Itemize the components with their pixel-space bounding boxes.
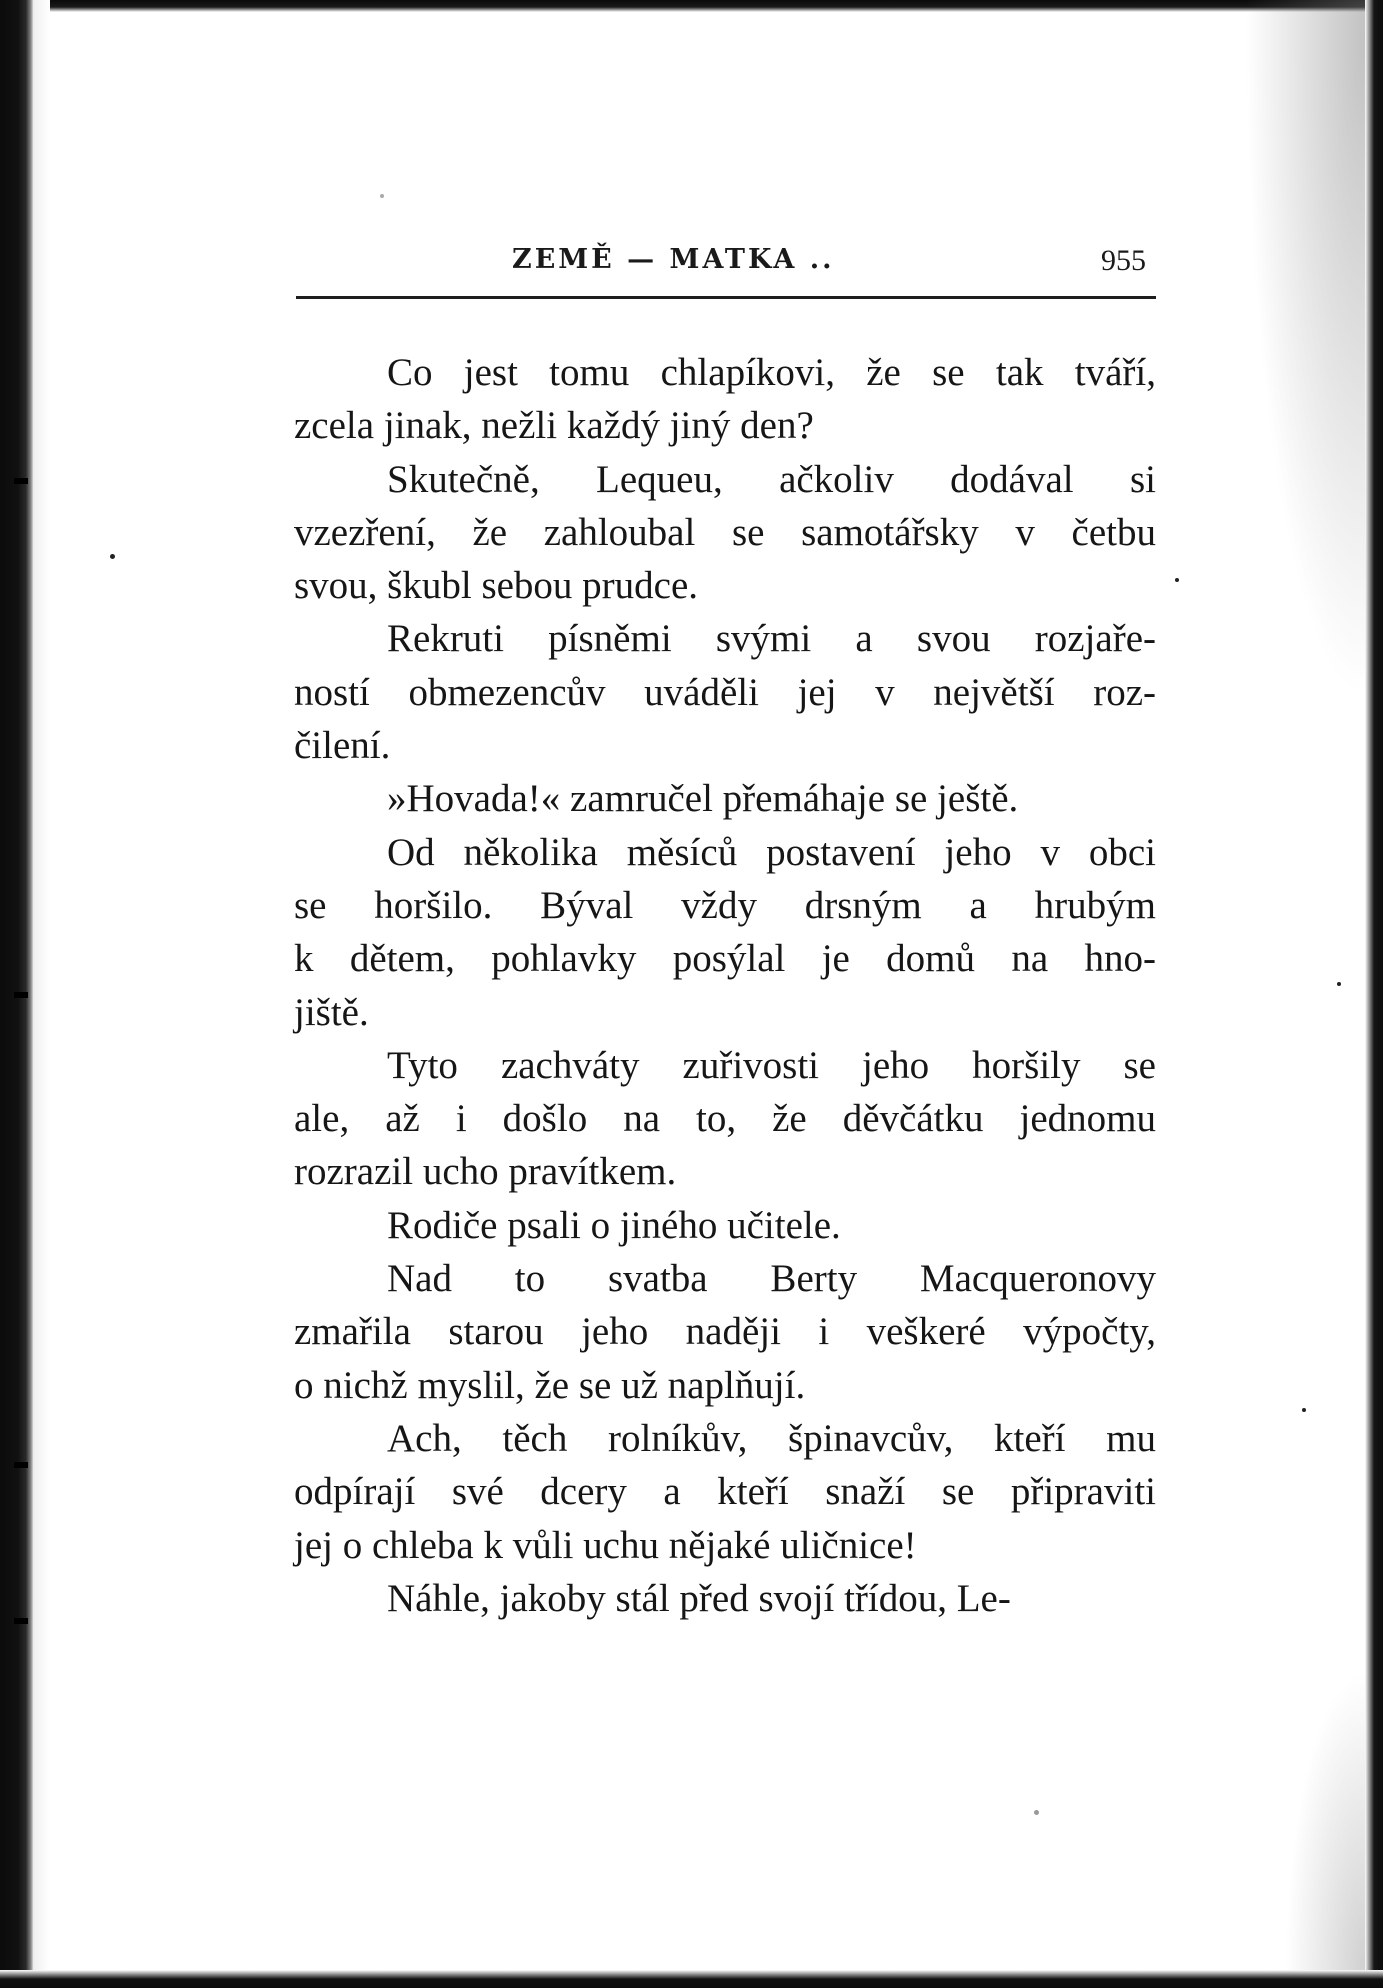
text-line: ale, až i došlo na to, že děvčátku jednomu bbox=[294, 1097, 1156, 1141]
paragraph bbox=[294, 1039, 1156, 1199]
header-rule bbox=[296, 296, 1156, 299]
paragraph bbox=[294, 1199, 1156, 1252]
text-line: Skutečně, Lequeu, ačkoliv dodával si bbox=[387, 457, 1156, 501]
scan-speck bbox=[1302, 1408, 1306, 1412]
text-line: svou, škubl sebou prudce. bbox=[294, 564, 699, 608]
text-line: k dětem, pohlavky posýlal je domů na hno- bbox=[294, 937, 1156, 981]
scan-speck bbox=[380, 194, 384, 198]
spine-mark bbox=[14, 992, 28, 998]
paragraph bbox=[294, 346, 1156, 453]
page-number: 955 bbox=[1101, 244, 1146, 277]
scan-shadow bbox=[1285, 1670, 1365, 1970]
paragraph bbox=[294, 826, 1156, 1039]
paragraph bbox=[294, 453, 1156, 613]
body-text bbox=[294, 346, 1156, 1625]
spine-mark bbox=[14, 1462, 28, 1468]
scan-speck bbox=[110, 554, 115, 559]
text-line: Co jest tomu chlapíkovi, že se tak tváří, bbox=[387, 351, 1156, 394]
spine-mark bbox=[14, 1618, 28, 1624]
scan-speck bbox=[1034, 1810, 1039, 1815]
text-line: Náhle, jakoby stál před svojí třídou, Le- bbox=[387, 1576, 1011, 1620]
text-line: ností obmezencův uváděli jej v největší roz- bbox=[294, 670, 1156, 714]
text-line: Rekruti písněmi svými a svou rozjaře- bbox=[387, 617, 1156, 661]
paragraph bbox=[294, 772, 1156, 825]
scan-border-top bbox=[0, 0, 1383, 12]
text-line: jiště. bbox=[294, 990, 369, 1034]
text-line: Rodiče psali o jiného učitele. bbox=[387, 1203, 841, 1247]
text-line: rozrazil ucho pravítkem. bbox=[294, 1150, 677, 1194]
text-line: vzezření, že zahloubal se samotářsky v četbu bbox=[294, 510, 1156, 554]
running-head bbox=[296, 244, 1156, 284]
text-line: Ach, těch rolníkův, špinavcův, kteří mu bbox=[387, 1416, 1156, 1460]
paragraph bbox=[294, 612, 1156, 772]
text-line: zcela jinak, nežli každý jiný den? bbox=[294, 404, 814, 448]
text-line: se horšilo. Býval vždy drsným a hrubým bbox=[294, 883, 1156, 927]
text-line: čilení. bbox=[294, 724, 391, 768]
spine-mark bbox=[14, 478, 28, 484]
text-line: Od několika měsíců postavení jeho v obci bbox=[387, 830, 1156, 874]
scan-speck bbox=[1175, 578, 1179, 582]
text-line: jej o chleba k vůli uchu nějaké uličnice! bbox=[294, 1523, 917, 1567]
scan-border-bottom bbox=[0, 1970, 1383, 1988]
text-line: »Hovada!« zamručel přemáhaje se ještě. bbox=[387, 777, 1019, 821]
text-line: o nichž myslil, že se už naplňují. bbox=[294, 1363, 806, 1407]
scan-speck bbox=[1337, 982, 1341, 986]
page-gutter bbox=[34, 0, 50, 1988]
text-line: Tyto zachváty zuřivosti jeho horšily se bbox=[387, 1043, 1156, 1087]
paragraph bbox=[294, 1572, 1156, 1625]
paragraph bbox=[294, 1412, 1156, 1572]
running-title: ZEMĚ — MATKA .. bbox=[512, 244, 835, 275]
scan-border-right bbox=[1365, 0, 1383, 1988]
text-line: Nad to svatba Berty Macqueronovy bbox=[387, 1257, 1156, 1301]
scan-shadow bbox=[1245, 0, 1365, 700]
text-line: odpírají své dcery a kteří snaží se připraviti bbox=[294, 1470, 1156, 1514]
paragraph bbox=[294, 1252, 1156, 1412]
text-line: zmařila starou jeho naději i veškeré výpočty, bbox=[294, 1310, 1156, 1354]
